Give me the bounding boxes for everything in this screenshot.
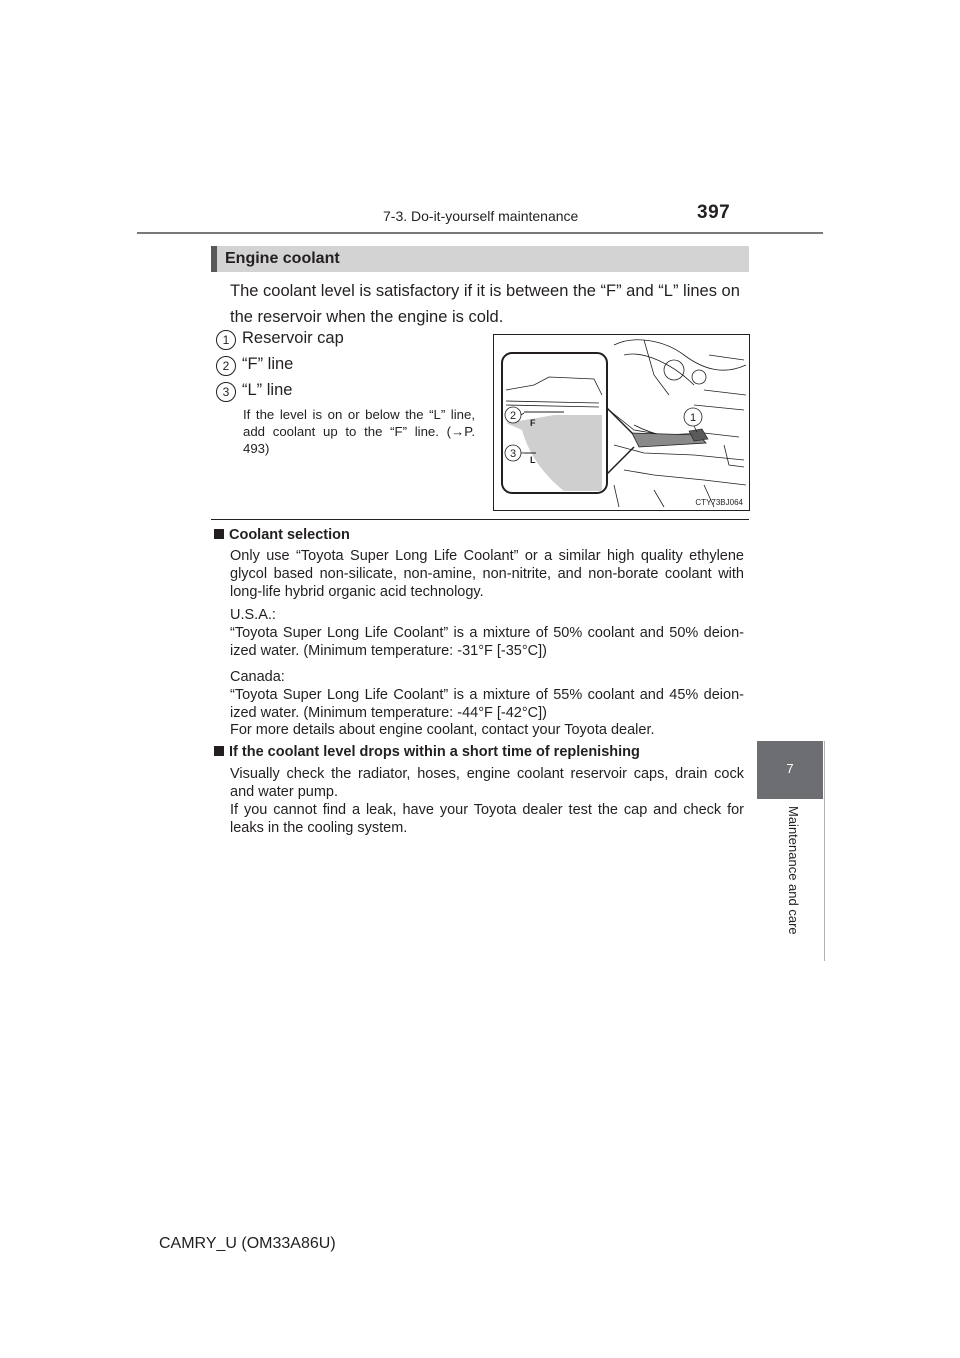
section-title: Engine coolant <box>225 250 340 267</box>
square-bullet-icon <box>214 746 224 756</box>
square-bullet-icon <box>214 529 224 539</box>
callout-1 <box>684 408 702 426</box>
section-intro: The coolant level is satisfactory if it is between the “F” and “L” lines on the reservoir when the engine is cold. <box>230 282 740 326</box>
item-number-3: 3 <box>216 382 236 402</box>
section-heading-bar <box>211 246 749 272</box>
side-rule <box>824 741 825 961</box>
level-drops-text-2: If you cannot find a leak, have your Toyota dealer test the cap and check for leaks in the cooling system. <box>230 802 744 836</box>
engine-bay-illustration <box>494 335 749 510</box>
engine-coolant-figure <box>493 334 750 511</box>
coolant-selection-text: Only use “Toyota Super Long Life Coolant” or a similar high quality ethylene glycol based non-silicate, non-amine, non-nitrite, and non-borate coolant with long-life hybrid organic acid technology. <box>230 548 744 600</box>
header-rule <box>137 232 823 234</box>
svg-text:2: 2 <box>509 410 517 422</box>
item-label-reservoir-cap: Reservoir cap <box>242 329 344 347</box>
level-drops-heading: If the coolant level drops within a short time of replenishing <box>214 744 640 760</box>
running-header-section: 7-3. Do-it-yourself maintenance <box>383 208 579 224</box>
svg-text:1: 1 <box>689 412 697 424</box>
canada-label: Canada: <box>230 669 285 685</box>
f-marking: F <box>530 418 536 428</box>
svg-text:3: 3 <box>509 448 517 460</box>
item-number-2: 2 <box>216 356 236 376</box>
item-label-f-line: “F” line <box>242 355 294 373</box>
page-number: 397 <box>697 202 731 223</box>
l-marking: L <box>530 455 536 465</box>
item-label-l-line: “L” line <box>242 381 293 399</box>
callout-3 <box>505 445 521 461</box>
coolant-selection-heading: Coolant selection <box>214 527 350 543</box>
callout-2 <box>505 407 521 423</box>
item-note: If the level is on or below the “L” line, add coolant up to the “F” line. (→P. 493) <box>243 407 475 456</box>
more-details-text: For more details about engine coolant, contact your Toyota dealer. <box>230 722 655 738</box>
canada-text: “Toyota Super Long Life Coolant” is a mixture of 55% coolant and 45% deion-ized water. (Minimum temperature: -44°F [-42°C]) <box>230 687 744 721</box>
chapter-tab <box>757 741 823 799</box>
chapter-number: 7 <box>786 761 794 776</box>
figure-code: CTY73BJ064 <box>695 498 743 507</box>
chapter-title: Maintenance and care <box>786 806 801 935</box>
section-divider <box>211 519 749 520</box>
level-drops-text-1: Visually check the radiator, hoses, engine coolant reservoir caps, drain cock and water pump. <box>230 766 744 800</box>
section-bar-accent <box>211 246 217 272</box>
item-number-1: 1 <box>216 330 236 350</box>
usa-text: “Toyota Super Long Life Coolant” is a mixture of 50% coolant and 50% deion-ized water. (Minimum temperature: -31°F [-35°C]) <box>230 625 744 659</box>
footer-model-code: CAMRY_U (OM33A86U) <box>159 1235 336 1252</box>
usa-label: U.S.A.: <box>230 607 276 623</box>
